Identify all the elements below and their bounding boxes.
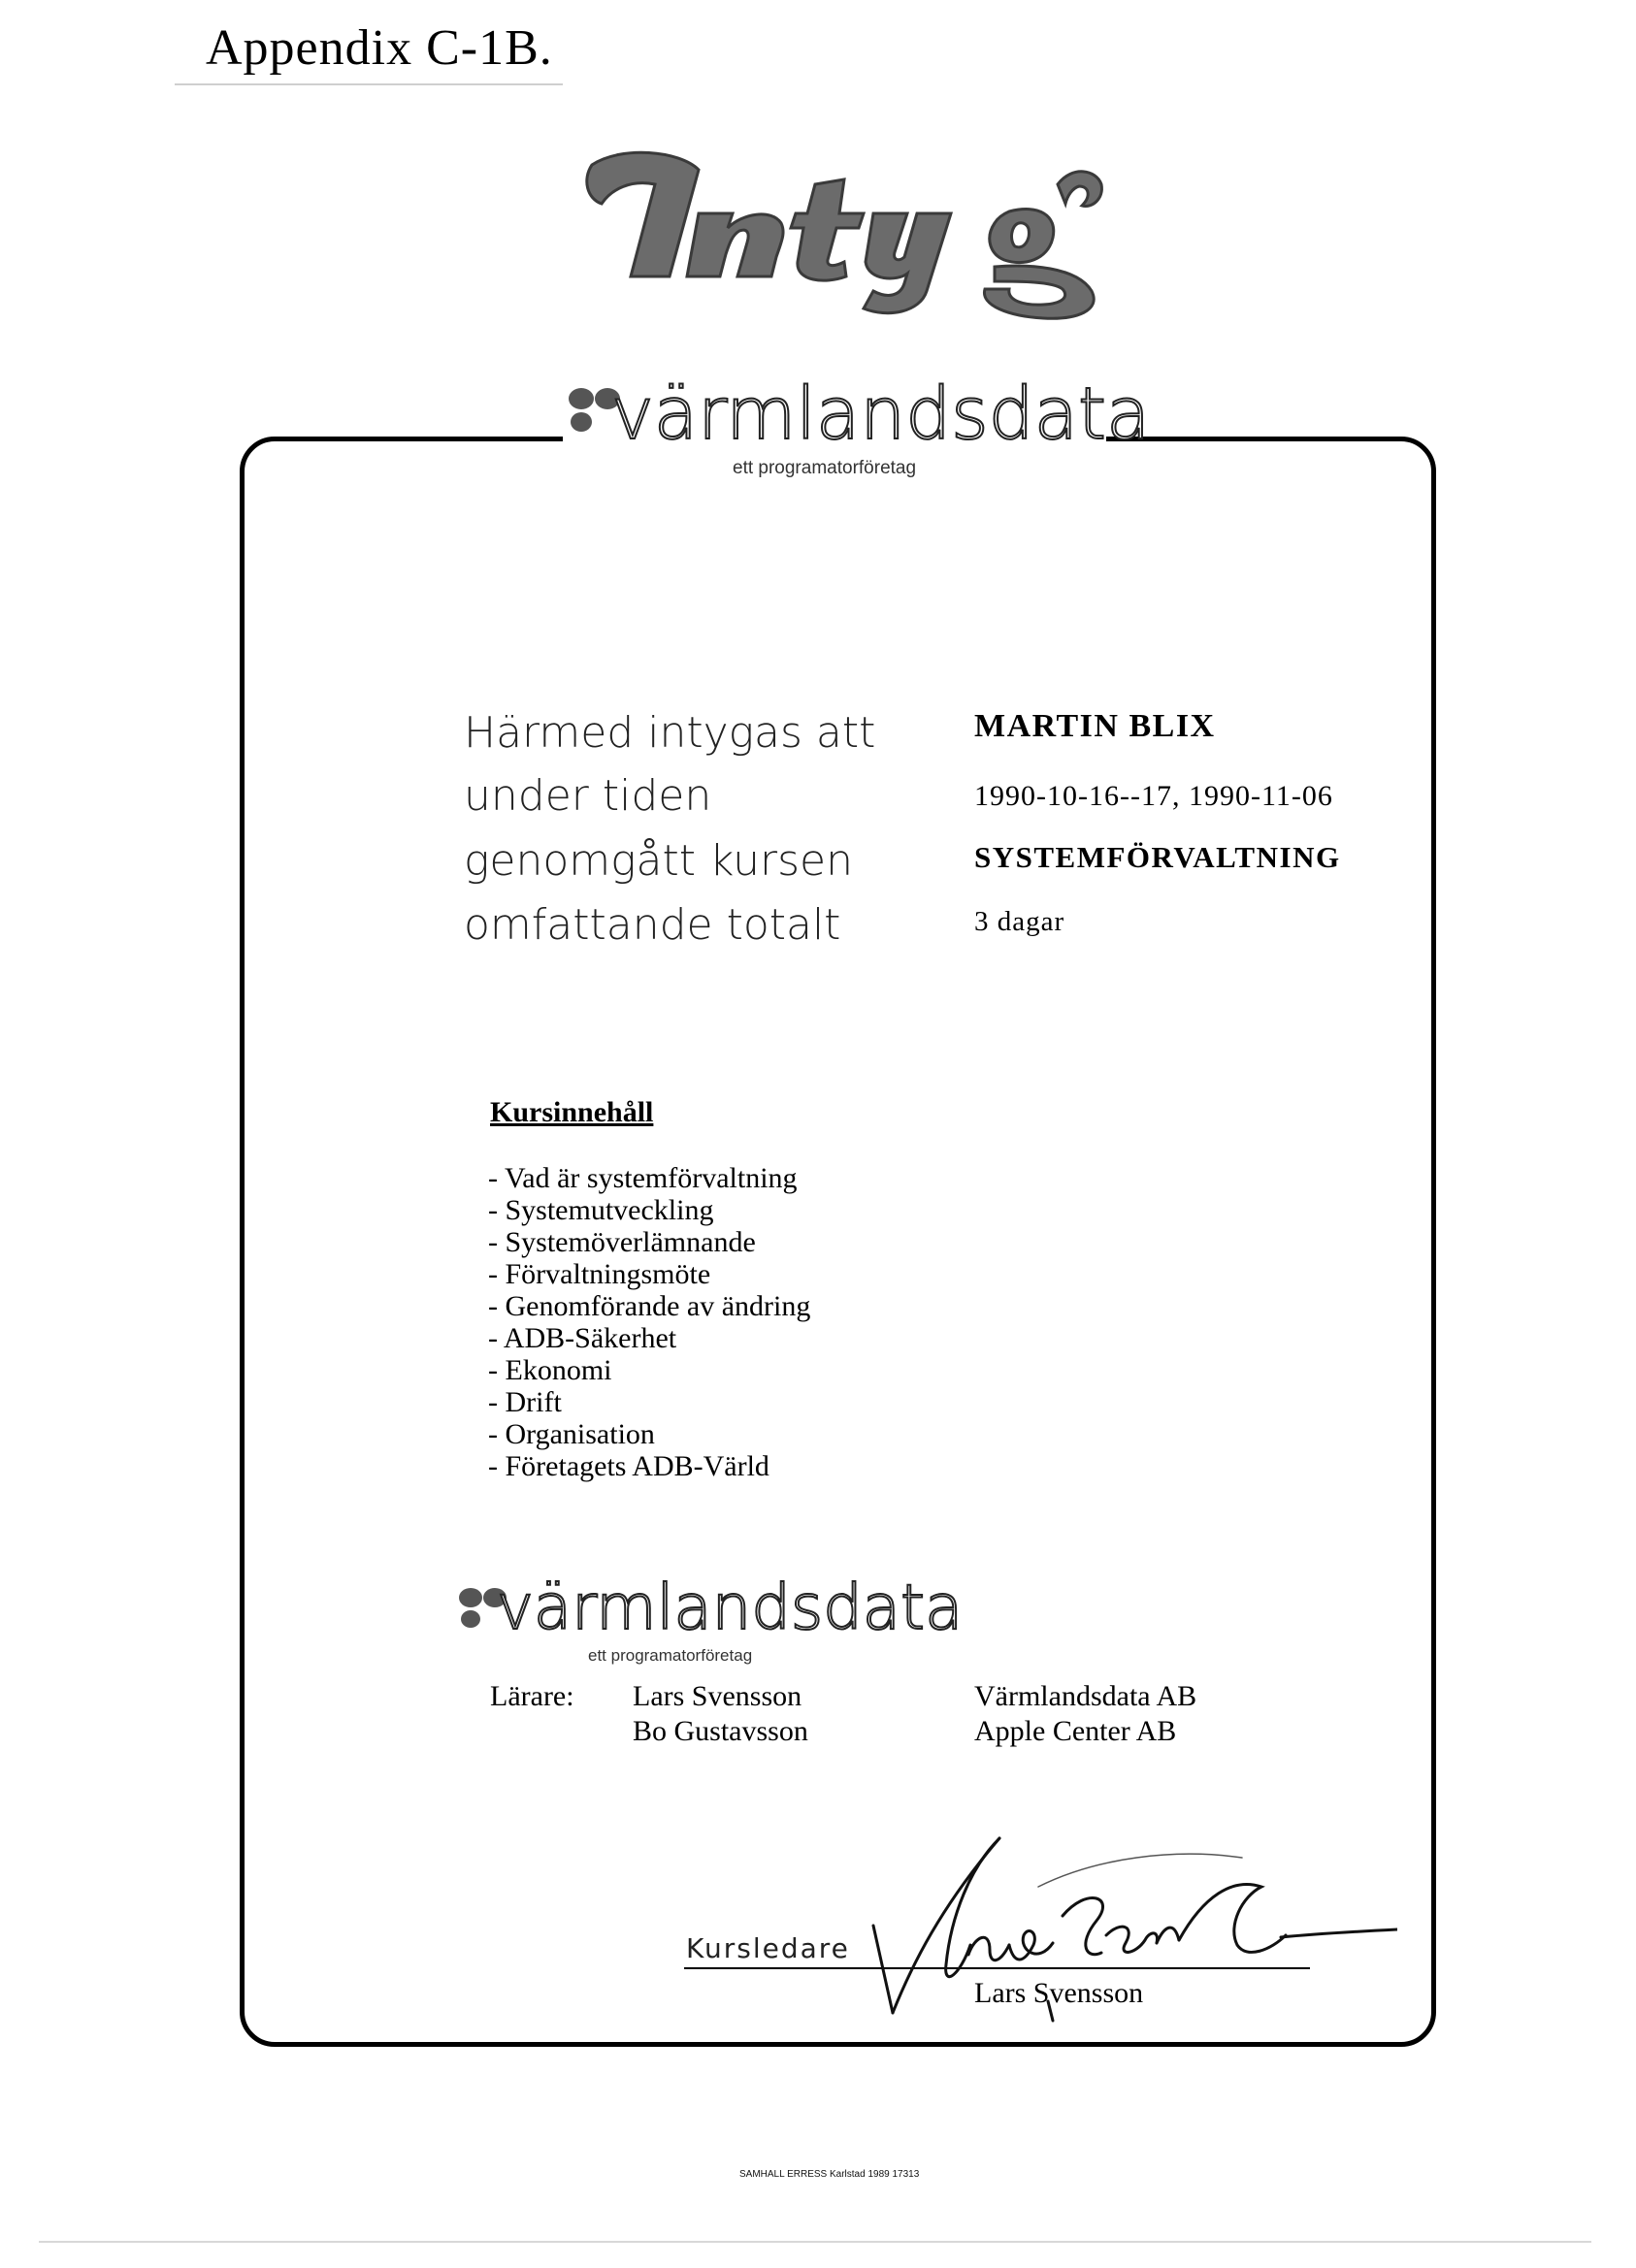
teacher-name: Bo Gustavsson xyxy=(633,1715,808,1747)
teacher-name: Lars Svensson xyxy=(633,1680,802,1712)
print-info: SAMHALL ERRESS Karlstad 1989 17313 xyxy=(739,2169,920,2180)
topic-item: - Ekonomi xyxy=(488,1354,612,1386)
intyg-title-art xyxy=(553,146,1126,320)
topic-item: - ADB-Säkerhet xyxy=(488,1322,677,1354)
lead-line-1: Härmed intygas att xyxy=(464,708,876,758)
company-logo-bottom xyxy=(456,1572,964,1683)
company-name: Värmlandsdata AB xyxy=(974,1680,1197,1712)
lead-line-2: under tiden xyxy=(464,771,712,821)
topic-item: - Systemöverlämnande xyxy=(488,1226,756,1258)
teachers-label: Lärare: xyxy=(490,1680,574,1712)
topic-item: - Organisation xyxy=(488,1418,655,1450)
course-leader-label: Kursledare xyxy=(686,1932,850,1964)
appendix-label: Appendix C-1B. xyxy=(206,20,553,76)
topic-item: - Genomförande av ändring xyxy=(488,1290,811,1322)
page-bottom-rule xyxy=(39,2241,1591,2243)
logo-tagline: ett programatorföretag xyxy=(733,458,917,478)
course-leader-name: Lars Svensson xyxy=(974,1977,1144,2009)
logo-wordmark: värmlandsdata xyxy=(497,1572,964,1644)
topic-item: - Vad är systemförvaltning xyxy=(488,1162,798,1194)
course-topics-list xyxy=(488,1162,810,1482)
lead-line-3: genomgått kursen xyxy=(464,836,853,886)
course-dates: 1990-10-16--17, 1990-11-06 xyxy=(974,780,1333,812)
course-name: SYSTEMFÖRVALTNING xyxy=(974,840,1341,874)
appendix-underline xyxy=(175,83,563,85)
lead-line-4: omfattande totalt xyxy=(464,900,841,950)
topic-item: - Systemutveckling xyxy=(488,1194,714,1226)
company-logo-top xyxy=(563,373,1151,495)
topic-item: - Företagets ADB-Värld xyxy=(488,1450,769,1482)
logo-wordmark: värmlandsdata xyxy=(611,373,1151,456)
certificate-border xyxy=(240,437,1436,2047)
topic-item: - Förvaltningsmöte xyxy=(488,1258,711,1290)
company-name: Apple Center AB xyxy=(974,1715,1177,1747)
topic-item: - Drift xyxy=(488,1386,562,1418)
course-duration: 3 dagar xyxy=(974,906,1065,937)
participant-name: MARTIN BLIX xyxy=(974,708,1216,744)
course-content-heading: Kursinnehåll xyxy=(490,1096,654,1128)
logo-tagline: ett programatorföretag xyxy=(588,1646,753,1665)
